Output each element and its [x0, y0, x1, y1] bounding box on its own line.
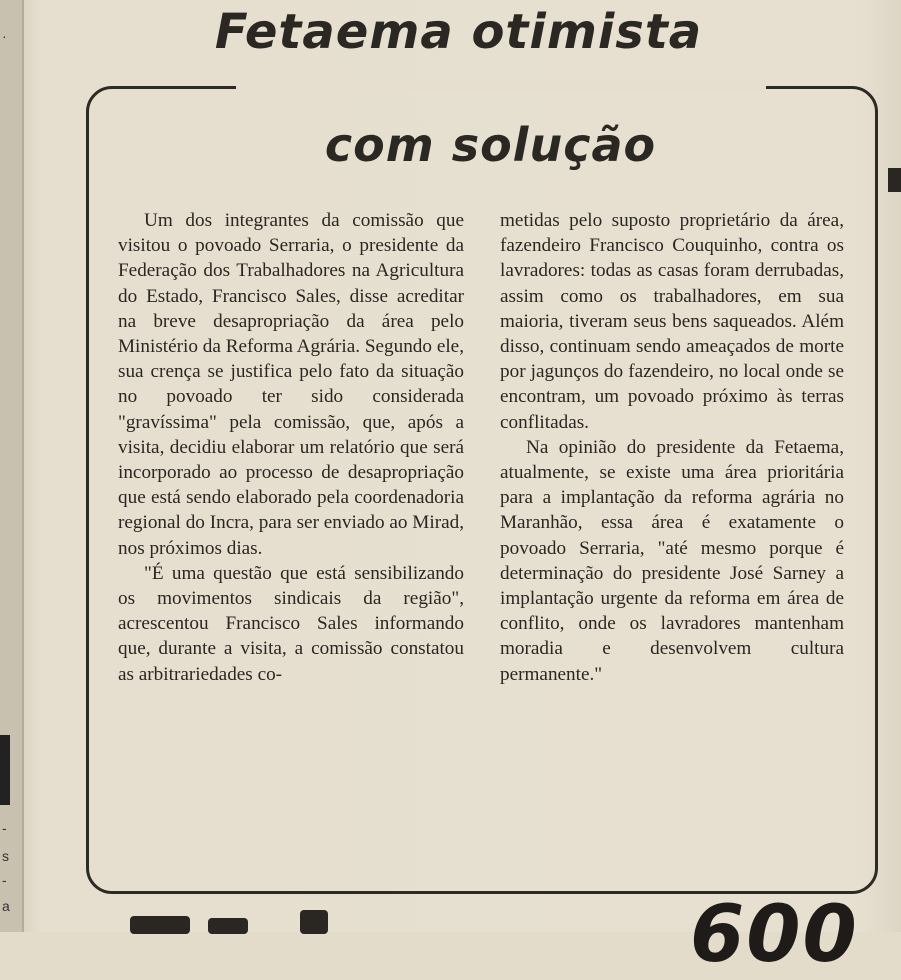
paragraph: "É uma questão que está sensibilizando os movimentos sindicais da região", acrescentou Francisco Sales informando que, durante a visita, a comissão constatou as arbitrariedades co- [118, 562, 464, 685]
right-edge-mark [888, 168, 901, 192]
paragraph: Na opinião do presidente da Fetaema, atualmente, se existe uma área prioritária para a implantação da reforma agrária no Maranhão, essa área é exatamente o povoado Serraria, "até mesmo porque é determinação do presidente José Sarney a implantação urgente da reforma em área de conflito, onde os lavradores mantenham moradia e desenvolvem cultura permanente." [500, 436, 844, 685]
frame-gap [236, 80, 766, 92]
paragraph: metidas pelo suposto proprietário da área, fazendeiro Francisco Couquinho, contra os lavradores: todas as casas foram derrubadas, assim como os trabalhadores, em sua maioria, tiveram seus bens saqueados. Além disso, continuam sendo ameaçados de morte por jagunços do fazendeiro, no local onde se encontram, um povoado próximo às terras conflitadas. [500, 210, 844, 433]
ink-fragment [300, 910, 328, 934]
cut-off-bottom-headline: 600 [690, 890, 859, 980]
headline-line-1: Fetaema otimista [214, 4, 703, 60]
strip-ink-bar [0, 735, 10, 805]
strip-char: a [2, 898, 10, 914]
strip-char: - [2, 872, 7, 888]
article-column-left [118, 208, 464, 687]
strip-char: · [2, 28, 7, 44]
adjacent-page-strip [0, 0, 24, 932]
article-column-right [500, 208, 844, 687]
paragraph: Um dos integrantes da comissão que visitou o povoado Serraria, o presidente da Federação dos Trabalhadores na Agricultura do Estado, Francisco Sales, disse acreditar na breve desapropriação da área pelo Ministério da Reforma Agrária. Segundo ele, sua crença se justifica pelo fato da situação no povoado ter sido considerada "gravíssima" pela comissão, que, após a visita, decidiu elaborar um relatório que será incorporado ao processo de desapropriação que está sendo elaborado pela coordenadoria regional do Incra, para ser enviado ao Mirad, nos próximos dias. [118, 210, 464, 559]
cut-off-headline-fragments [130, 906, 430, 932]
strip-char: s [2, 848, 9, 864]
ink-fragment [130, 916, 190, 934]
strip-char: - [2, 820, 7, 836]
headline-line-2: com solução [324, 118, 657, 172]
